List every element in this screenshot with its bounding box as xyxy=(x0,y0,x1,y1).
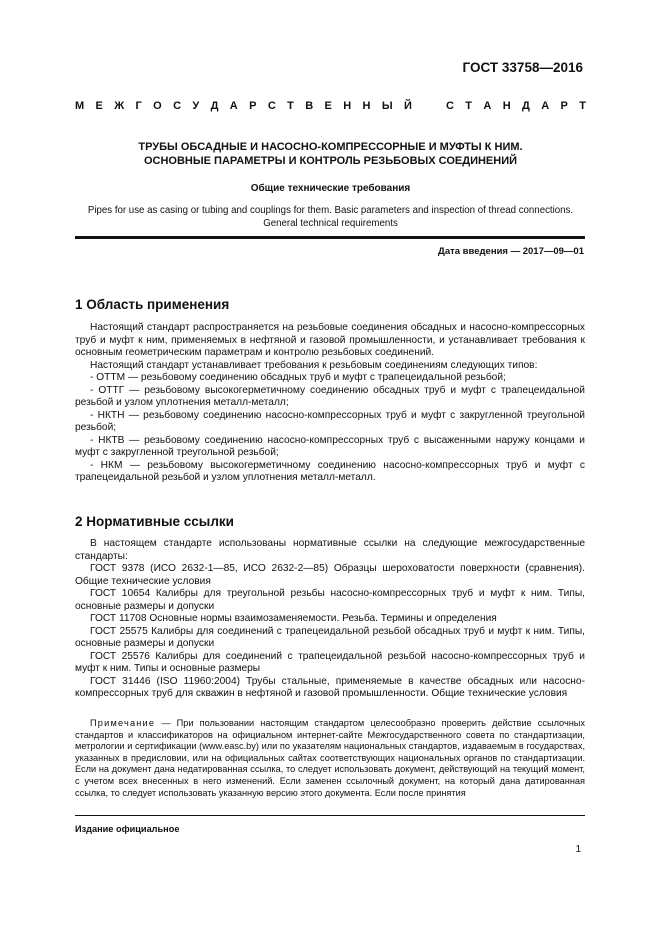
banner-letter: М xyxy=(75,100,85,112)
official-edition-label: Издание официальное xyxy=(75,824,180,834)
banner-letter: С xyxy=(267,100,276,112)
document-code: ГОСТ 33758—2016 xyxy=(462,60,583,75)
list-item: - ОТТМ — резьбовому соединению обсадных труб и муфт с трапецеидальной резьбой; xyxy=(90,372,506,383)
banner-letter: Р xyxy=(249,100,257,112)
introduction-date: Дата введения — 2017—09—01 xyxy=(438,246,584,257)
page-number: 1 xyxy=(575,844,581,855)
banner-letter: Т xyxy=(579,100,586,112)
banner-letter: С xyxy=(445,100,454,112)
banner-letter: А xyxy=(229,100,238,112)
document-subtitle: Общие технические требования xyxy=(250,183,411,194)
reference-item: ГОСТ 11708 Основные нормы взаимозаменяемости. Резьба. Термины и определения xyxy=(90,613,497,624)
list-item: - НКМ — резьбовому высокогерметичному соединению насосно-компрессорных труб и муфт с трапецеидальной резьбой и узлом уплотнения металл-металл. xyxy=(75,459,585,483)
banner-letter: Т xyxy=(287,100,294,112)
banner-letter: Г xyxy=(135,100,142,112)
banner-letter: Т xyxy=(465,100,473,112)
banner-letter: Й xyxy=(404,100,412,112)
reference-item: ГОСТ 9378 (ИСО 2632-1—85, ИСО 2632-2—85) Образцы шероховатости поверхности (сравнения). Общие технические условия xyxy=(75,563,585,587)
english-title-line-1: Pipes for use as casing or tubing and couplings for them. Basic parameters and inspection of thread connections. xyxy=(87,205,574,216)
title-line-2: ОСНОВНЫЕ ПАРАМЕТРЫ И КОНТРОЛЬ РЕЗЬБОВЫХ СОЕДИНЕНИЙ xyxy=(143,155,518,167)
list-item: - НКТВ — резьбовому соединению насосно-компрессорных труб с высаженными наружу концами и муфт с закругленной треугольной резьбой; xyxy=(75,434,585,458)
english-title xyxy=(60,205,601,230)
title-divider xyxy=(75,236,585,239)
banner-letter: Ы xyxy=(381,100,393,112)
list-item: - НКТН — резьбовому соединению насосно-компрессорных труб и муфт с закругленной треугольной резьбой; xyxy=(75,409,585,433)
banner-letter: Н xyxy=(343,100,352,112)
banner-letter: В xyxy=(305,100,314,112)
section-2-paragraph: В настоящем стандарте использованы нормативные ссылки на следующие межгосударственные стандарты: xyxy=(75,538,585,562)
section-1-paragraph: Настоящий стандарт устанавливает требования к резьбовым соединениям следующих типов: xyxy=(90,359,538,371)
interstate-standard-banner xyxy=(75,100,586,112)
banner-letter: У xyxy=(192,100,200,112)
banner-letter: А xyxy=(483,100,492,112)
reference-item: ГОСТ 10654 Калибры для треугольной резьбы насосно-компрессорных труб и муфт к ним. Типы, основные размеры и допуски xyxy=(75,588,585,612)
banner-letter: Е xyxy=(95,100,103,112)
section-1-paragraph: Настоящий стандарт распространяется на резьбовые соединения обсадных и насосно-компрессорных труб и муфт к ним, применяемых в нефтяной и газовой промышленности, и устанавливает требования к основным геометрическим параметрам и контролю резьбовых соединений. xyxy=(75,322,585,358)
section-2-heading: 2 Нормативные ссылки xyxy=(75,514,234,529)
reference-item: ГОСТ 25576 Калибры для соединений с трапецеидальной резьбой насосно-компрессорных труб и муфт к ним. Типы и основные размеры xyxy=(75,650,585,674)
list-item: - ОТТГ — резьбовому высокогерметичному соединению обсадных труб и муфт с трапецеидальной резьбой и узлом уплотнения металл-металл; xyxy=(75,384,585,408)
section-2-body xyxy=(75,538,585,701)
banner-letter: Ж xyxy=(114,100,125,112)
banner-letter: Н xyxy=(362,100,371,112)
footer-divider xyxy=(75,815,585,816)
section-1-heading: 1 Область применения xyxy=(75,297,230,312)
banner-letter: Е xyxy=(324,100,332,112)
document-title xyxy=(60,140,601,168)
english-title-line-2: General technical requirements xyxy=(263,217,398,229)
banner-letter: С xyxy=(173,100,182,112)
section-1-body xyxy=(75,322,585,485)
banner-letter: О xyxy=(153,100,162,112)
banner-letter: Н xyxy=(502,100,511,112)
note-text: — При пользовании настоящим стандартом целесообразно проверить действие ссылочных стандартов и классификаторов на официальном интернет-сайте Межгосударственного совета по стандартизации, метрологии и сертификации (www.easc.by) или по указателям национальных стандартов, издаваемым в государствах, указанных в предисловии, или на официальных сайтах соответствующих национальных органов по стандартизации. Если на документ дана недатированная ссылка, то следует использовать документ, действующий на текущий момент, с учетом всех внесенных в него изменений. Если заменен ссылочный документ, на который дана датированная ссылка, то следует использовать указанную версию этого документа. Если после принятия xyxy=(75,718,585,798)
banner-letter: Д xyxy=(522,100,530,112)
reference-item: ГОСТ 25575 Калибры для соединений с трапецеидальной резьбой обсадных труб и муфт к ним. Типы, основные размеры и допуски xyxy=(75,625,585,649)
note-label: Примечание xyxy=(90,718,156,728)
reference-item: ГОСТ 31446 (ISO 11960:2004) Трубы стальные, применяемые в качестве обсадных или насосно-компрессорных труб для скважин в нефтяной и газовой промышленности. Общие технические условия xyxy=(75,675,585,699)
banner-letter: Д xyxy=(210,100,219,112)
title-line-1: ТРУБЫ ОБСАДНЫЕ И НАСОСНО-КОМПРЕССОРНЫЕ И МУФТЫ К НИМ. xyxy=(138,141,523,153)
note-block xyxy=(75,718,585,799)
banner-letter: А xyxy=(541,100,550,112)
connection-types-list xyxy=(75,372,585,485)
banner-letter: Р xyxy=(560,100,568,112)
